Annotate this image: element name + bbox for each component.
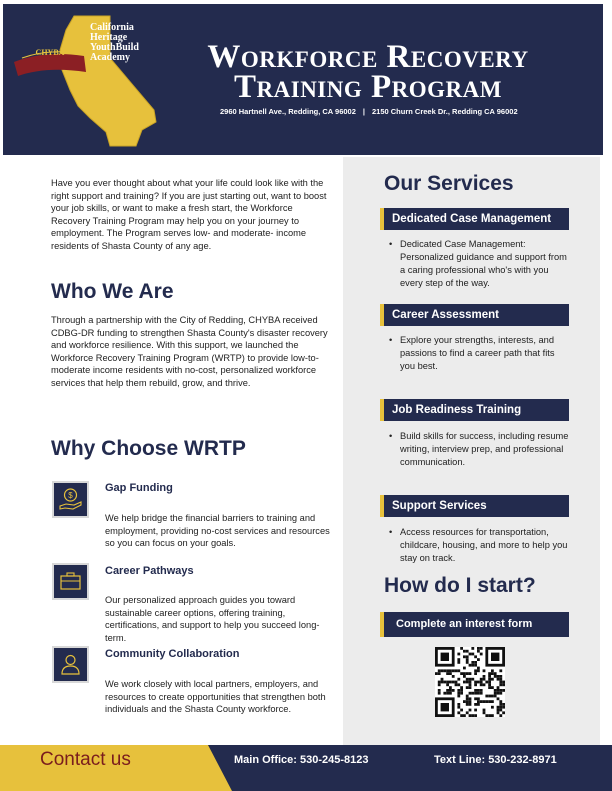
- svg-text:$: $: [68, 491, 73, 500]
- service-header-case-management: Dedicated Case Management: [380, 208, 569, 230]
- hand-dollar-icon: [52, 481, 89, 518]
- who-we-are-heading: Who We Are: [51, 280, 174, 303]
- feature-text-career-pathways: Our personalized approach guides you toward sustainable career options, offering training, certifications, and support to help you succeed long-term.: [105, 595, 320, 643]
- service-header-support-services: Support Services: [380, 495, 569, 517]
- bullet-icon: •: [389, 335, 393, 345]
- text-line-phone[interactable]: Text Line: 530-232-8971: [434, 754, 557, 766]
- org-name-line: Academy: [90, 52, 130, 63]
- how-to-start-heading: How do I start?: [384, 574, 536, 597]
- address-line: [220, 107, 530, 116]
- main-office-phone[interactable]: Main Office: 530-245-8123: [234, 754, 369, 766]
- address-2: 2150 Churn Creek Dr., Redding CA 96002: [372, 107, 518, 116]
- page-title-line-1: Workforce Recovery: [207, 39, 529, 75]
- org-name: [90, 23, 180, 63]
- org-name-line: Heritage: [90, 32, 128, 43]
- page-title-line-2: Training Program: [234, 69, 502, 105]
- intro-text: Have you ever thought about what your life could look like with the right support and training? If you are just starting out, want to boost your job skills, or want to make a fresh start, the Workforce Recovery Training Program may help you on your journey to employment. The Program serves low- and moderate- income residents of Shasta County of any age.: [51, 178, 327, 251]
- address-separator: |: [362, 107, 365, 116]
- feature-text-gap-funding: We help bridge the financial barriers to training and employment, providing no-cost services and resources so you can focus on your goals.: [105, 513, 330, 548]
- service-text-job-readiness: [389, 430, 572, 469]
- service-header-job-readiness: Job Readiness Training: [380, 399, 569, 421]
- service-header-career-assessment: Career Assessment: [380, 304, 569, 326]
- person-icon: [52, 646, 89, 683]
- logo-ribbon-text: CHYBA: [35, 48, 65, 57]
- service-text-career-assessment-body: Explore your strengths, interests, and passions to find a career path that fits you best.: [400, 335, 555, 371]
- bullet-icon: •: [389, 239, 393, 249]
- service-text-support-services-body: Access resources for transportation, childcare, housing, and more to help you stay on track.: [400, 527, 568, 563]
- service-text-support-services: [389, 526, 572, 565]
- briefcase-icon: [52, 563, 89, 600]
- bullet-icon: •: [389, 527, 393, 537]
- qr-code-icon[interactable]: [435, 647, 505, 717]
- org-name-line: YouthBuild: [90, 42, 139, 53]
- feature-title-community-collaboration: Community Collaboration: [105, 648, 240, 660]
- our-services-heading: Our Services: [384, 172, 514, 195]
- service-text-case-management-body: Dedicated Case Management: Personalized guidance and support from a caring professional who's with you every step of the way.: [400, 239, 567, 288]
- why-choose-heading: Why Choose WRTP: [51, 437, 246, 460]
- address-1: 2960 Hartnell Ave., Redding, CA 96002: [220, 107, 356, 116]
- service-text-job-readiness-body: Build skills for success, including resume writing, interview prep, and professional communication.: [400, 431, 569, 467]
- org-name-line: California: [90, 22, 134, 33]
- header: [0, 0, 612, 157]
- service-text-career-assessment: [389, 334, 572, 373]
- feature-title-career-pathways: Career Pathways: [105, 565, 194, 577]
- interest-form-button[interactable]: Complete an interest form: [380, 612, 569, 637]
- service-text-case-management: [389, 238, 572, 290]
- who-we-are-text: Through a partnership with the City of Redding, CHYBA received CDBG-DR funding to strengthen Shasta County's disaster recovery and workforce resilience. With this support, we launched the Workforce Recovery Training Program (WRTP) to provide low-to-moderate income residents with no-cost, personalized workforce services that help them rebuild, grow, and thrive.: [51, 315, 328, 388]
- bullet-icon: •: [389, 431, 393, 441]
- feature-text-community-collaboration: We work closely with local partners, employers, and resources to create opportunities that strengthen both individuals and the Shasta County workforce.: [105, 679, 326, 714]
- contact-us-label: Contact us: [40, 749, 131, 770]
- feature-title-gap-funding: Gap Funding: [105, 482, 173, 494]
